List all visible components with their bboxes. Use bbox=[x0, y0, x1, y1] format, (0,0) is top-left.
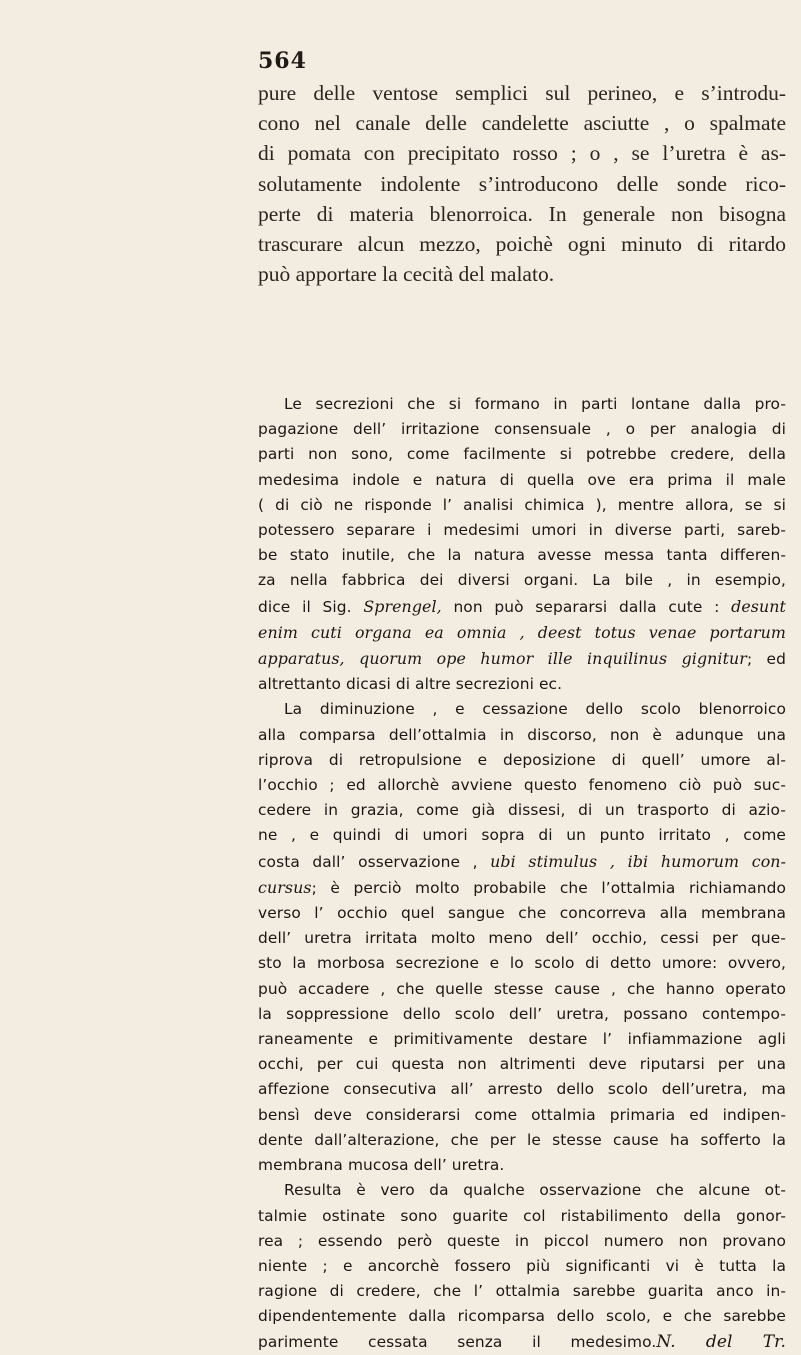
note-line: sto la morbosa secrezione e lo scolo di detto umore: ovvero, bbox=[258, 954, 786, 973]
note-line: verso l’ occhio quel sangue che concorreva alla membrana bbox=[258, 904, 786, 923]
note-line: raneamente e primitivamente destare l’ infiammazione agli bbox=[258, 1030, 786, 1049]
latin-quote: apparatus, quorum ope humor ille inquilinus gignitur bbox=[258, 649, 747, 669]
latin-quote: enim cuti organa ea omnia , deest totus venae portarum bbox=[258, 622, 786, 642]
note-line: cedere in grazia, come già dissesi, di un trasporto di azio- bbox=[258, 801, 786, 820]
note-line bbox=[258, 875, 786, 901]
latin-quote: cursus bbox=[258, 877, 312, 897]
note-line bbox=[258, 594, 786, 620]
latin-quote: ubi stimulus , ibi humorum con- bbox=[490, 851, 787, 871]
note-line: occhi, per cui questa non altrimenti deve riputarsi per una bbox=[258, 1055, 786, 1074]
note-text: costa dall’ osservazione , bbox=[258, 852, 491, 871]
note-line: talmie ostinate sono guarite col ristabilimento della gonor- bbox=[258, 1206, 786, 1225]
note-line: la soppressione dello scolo dell’ uretra, possano contempo- bbox=[258, 1004, 786, 1023]
note-line bbox=[258, 646, 786, 672]
note-line: ragione di credere, che l’ ottalmia sarebbe guarita anco in- bbox=[258, 1282, 786, 1301]
text-line: solutamente indolente s’introducono delle sonde rico- bbox=[258, 171, 786, 196]
note-line: alla comparsa dell’ottalmia in discorso, non è adunque una bbox=[258, 725, 786, 744]
text-line: perte di materia blenorroica. In generale non bisogna bbox=[258, 201, 786, 226]
note-line: membrana mucosa dell’ uretra. bbox=[258, 1156, 505, 1175]
note-line bbox=[258, 1330, 786, 1355]
note-line: Resulta è vero da qualche osservazione che alcune ot- bbox=[284, 1181, 786, 1200]
note-line: bensì deve considerarsi come ottalmia primaria ed indipen- bbox=[258, 1105, 786, 1124]
note-line: rea ; essendo però queste in piccol numero non provano bbox=[258, 1231, 786, 1250]
note-line: dell’ uretra irritata molto meno dell’ occhio, cessi per que- bbox=[258, 929, 786, 948]
note-line: za nella fabbrica dei diversi organi. La bile , in esempio, bbox=[258, 571, 786, 590]
text-line: di pomata con precipitato rosso ; o , se l’uretra è as- bbox=[258, 141, 786, 166]
text-line: pure delle ventose semplici sul perineo, e s’introdu- bbox=[258, 81, 786, 105]
note-text: ; è perciò molto probabile che l’ottalmia richiamando bbox=[311, 878, 786, 897]
note-line: può accadere , che quelle stesse cause , che hanno operato bbox=[258, 979, 786, 998]
note-line: altrettanto dicasi di altre secrezioni ec. bbox=[258, 675, 563, 694]
note-text: non può separarsi dalla cute : bbox=[441, 597, 732, 616]
text-line: può apportare la cecità del malato. bbox=[258, 262, 555, 287]
text-line: cono nel canale delle candelette asciutte , o spalmate bbox=[258, 111, 786, 136]
note-line: potessero separare i medesimi umori in diverse parti, sareb- bbox=[258, 521, 786, 540]
translator-note bbox=[258, 392, 786, 1355]
note-line: ne , e quindi di umori sopra di un punto irritato , come bbox=[258, 826, 786, 845]
text-line: trascurare alcun mezzo, poichè ogni minuto di ritardo bbox=[258, 232, 786, 257]
note-line: affezione consecutiva all’ arresto dello scolo dell’uretra, ma bbox=[258, 1080, 786, 1099]
page-number: 564 bbox=[258, 48, 307, 74]
note-line: dente dall’alterazione, che per le stesse cause ha sofferto la bbox=[258, 1130, 786, 1149]
note-line: La diminuzione , e cessazione dello scolo blenorroico bbox=[284, 700, 786, 719]
note-line: pagazione dell’ irritazione consensuale , o per analogia di bbox=[258, 420, 786, 439]
note-line: riprova di retropulsione e deposizione di quell’ umore al- bbox=[258, 750, 786, 769]
note-line: niente ; e ancorchè fossero più significanti vi è tutta la bbox=[258, 1256, 786, 1275]
note-line: parti non sono, come facilmente si potrebbe credere, della bbox=[258, 445, 786, 464]
note-line: l’occhio ; ed allorchè avviene questo fenomeno ciò può suc- bbox=[258, 776, 786, 795]
translator-signature: N. del Tr. bbox=[656, 1331, 786, 1352]
note-text: ; ed bbox=[746, 650, 786, 669]
latin-quote: desunt bbox=[731, 596, 786, 616]
note-line: medesima indole e natura di quella ove era prima il male bbox=[258, 470, 786, 489]
note-text: parimente cessata senza il medesimo. bbox=[258, 1332, 657, 1351]
note-line bbox=[258, 620, 786, 646]
author-name: Sprengel, bbox=[363, 596, 442, 616]
note-line: dipendentemente dalla ricomparsa dello scolo, e che sarebbe bbox=[258, 1307, 786, 1326]
note-line: ( di ciò ne risponde l’ analisi chimica ), mentre allora, se si bbox=[258, 495, 786, 514]
note-line bbox=[258, 849, 786, 875]
note-line: be stato inutile, che la natura avesse messa tanta differen- bbox=[258, 546, 786, 565]
note-line: Le secrezioni che si formano in parti lontane dalla pro- bbox=[284, 395, 786, 413]
upper-paragraph bbox=[258, 78, 786, 289]
note-text: dice il Sig. bbox=[258, 597, 364, 616]
